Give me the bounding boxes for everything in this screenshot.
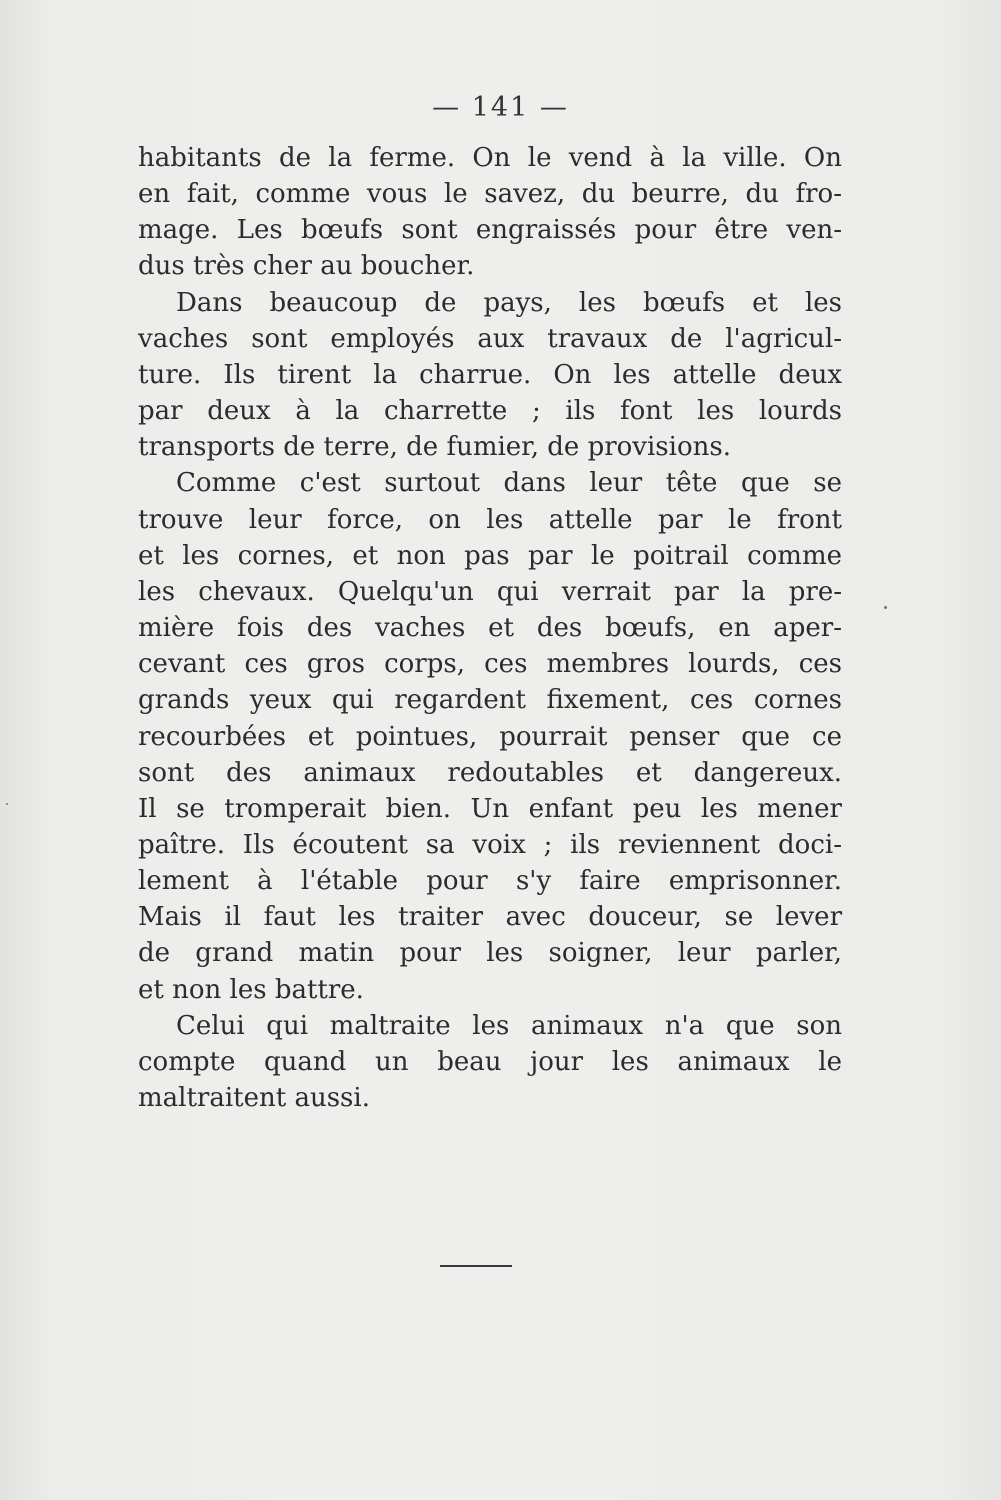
text-line: mage. Les bœufs sont engraissés pour être ven- bbox=[138, 215, 842, 246]
text-line: les chevaux. Quelqu'un qui verrait par la pre- bbox=[138, 576, 842, 607]
text-line: maltraitent aussi. bbox=[138, 1083, 370, 1114]
text-line: et non les battre. bbox=[138, 974, 364, 1005]
text-line: par deux à la charrette ; ils font les lourds bbox=[138, 396, 842, 427]
text-line: de grand matin pour les soigner, leur parler, bbox=[138, 938, 842, 969]
text-line: Mais il faut les traiter avec douceur, se lever bbox=[138, 902, 842, 933]
text-line: lement à l'étable pour s'y faire emprisonner. bbox=[138, 866, 842, 897]
paragraph bbox=[138, 285, 842, 466]
page-number: — 141 — bbox=[432, 92, 569, 123]
body-text bbox=[138, 140, 842, 1116]
text-line: en fait, comme vous le savez, du beurre, du fro- bbox=[138, 179, 842, 210]
text-line: habitants de la ferme. On le vend à la ville. On bbox=[138, 143, 842, 173]
paragraph bbox=[138, 140, 842, 285]
text-line: et les cornes, et non pas par le poitrail comme bbox=[138, 540, 842, 571]
paragraph bbox=[138, 1008, 842, 1116]
text-line: Il se tromperait bien. Un enfant peu les mener bbox=[138, 793, 842, 824]
text-line: mière fois des vaches et des bœufs, en aper- bbox=[138, 613, 842, 644]
text-line: dus très cher au boucher. bbox=[138, 251, 475, 282]
text-line: cevant ces gros corps, ces membres lourds, ces bbox=[138, 649, 842, 680]
text-line: compte quand un beau jour les animaux le bbox=[138, 1046, 842, 1077]
text-line: sont des animaux redoutables et dangereux. bbox=[138, 757, 842, 788]
text-line: ture. Ils tirent la charrue. On les attelle deux bbox=[138, 359, 842, 390]
text-line: Comme c'est surtout dans leur tête que se bbox=[176, 468, 842, 499]
paragraph bbox=[138, 465, 842, 1007]
text-line: trouve leur force, on les attelle par le front bbox=[138, 504, 842, 535]
paper-speck bbox=[884, 606, 887, 609]
text-line: recourbées et pointues, pourrait penser que ce bbox=[138, 721, 842, 752]
text-line: Celui qui maltraite les animaux n'a que son bbox=[176, 1010, 842, 1041]
text-line: transports de terre, de fumier, de provisions. bbox=[138, 432, 731, 463]
text-line: vaches sont employés aux travaux de l'agricul- bbox=[138, 323, 842, 354]
text-line: paître. Ils écoutent sa voix ; ils reviennent doci- bbox=[138, 829, 842, 860]
text-line: grands yeux qui regardent fixement, ces cornes bbox=[138, 685, 842, 716]
text-line: Dans beaucoup de pays, les bœufs et les bbox=[176, 287, 842, 318]
paper-speck bbox=[6, 803, 8, 805]
end-rule bbox=[440, 1265, 512, 1267]
